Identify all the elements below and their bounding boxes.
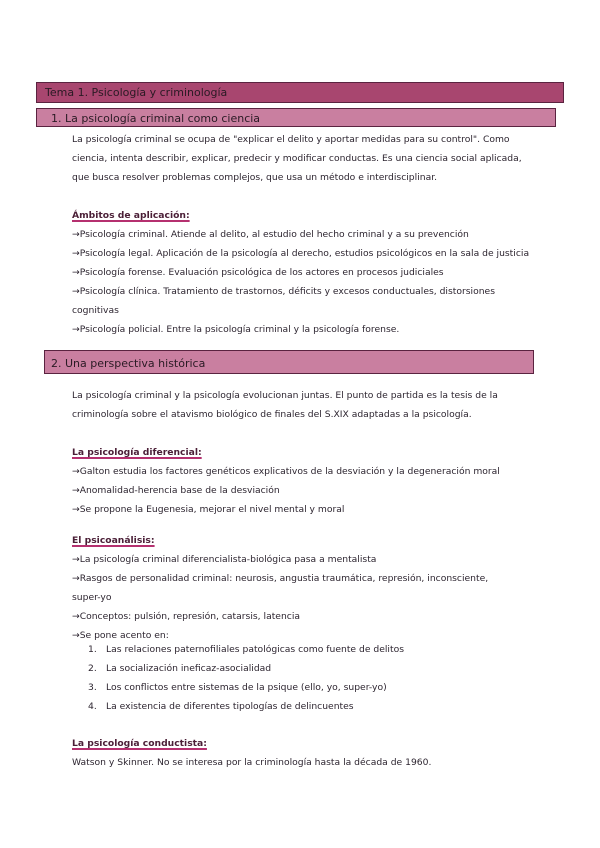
ambitos-list — [72, 225, 552, 339]
intro-line: criminología sobre el atavismo biológico de finales del S.XIX adaptadas a la psicología. — [72, 409, 472, 420]
title-bar — [36, 82, 564, 103]
diferencial-list — [72, 462, 552, 519]
list-item: →Galton estudia los factores genéticos explicativos de la desviación y la degeneración moral — [72, 466, 500, 477]
list-item: →Psicología clínica. Tratamiento de trastornos, déficits y excesos conductuales, distorsiones — [72, 286, 495, 297]
psicoanalisis-heading: El psicoanálisis: — [72, 535, 155, 546]
list-item: →Se propone la Eugenesia, mejorar el nivel mental y moral — [72, 504, 345, 515]
psicoanalisis-list — [72, 550, 552, 645]
conductista-heading: La psicología conductista: — [72, 738, 207, 749]
intro-line: que busca resolver problemas complejos, que usa un método e interdisciplinar. — [72, 172, 438, 183]
list-item: →Anomalidad-herencia base de la desviación — [72, 485, 280, 496]
section-1-bar — [36, 108, 556, 127]
intro-line: La psicología criminal se ocupa de "explicar el delito y aportar medidas para su control". Como — [72, 134, 510, 145]
list-item: →Psicología legal. Aplicación de la psicología al derecho, estudios psicológicos en la sala de justicia — [72, 248, 530, 259]
ambitos-block — [72, 206, 552, 339]
psicoanalisis-block — [72, 531, 552, 645]
list-item: cognitivas — [72, 305, 119, 316]
diferencial-block — [72, 443, 552, 519]
intro-line: ciencia, intenta describir, explicar, predecir y modificar conductas. Es una ciencia social aplicada, — [72, 153, 522, 164]
list-item: →La psicología criminal diferencialista-biológica pasa a mentalista — [72, 554, 377, 565]
list-item: 2. La socialización ineficaz-asocialidad — [88, 663, 272, 674]
list-item: 1. Las relaciones paternofiliales patológicas como fuente de delitos — [88, 644, 404, 655]
list-item: →Psicología policial. Entre la psicología criminal y la psicología forense. — [72, 324, 400, 335]
list-item: super-yo — [72, 592, 112, 603]
conductista-text: Watson y Skinner. No se interesa por la criminología hasta la década de 1960. — [72, 757, 432, 768]
page-title: Tema 1. Psicología y criminología — [45, 86, 228, 99]
section-1-intro — [72, 130, 552, 187]
section-1-heading: 1. La psicología criminal como ciencia — [51, 112, 261, 125]
intro-line: La psicología criminal y la psicología evolucionan juntas. El punto de partida es la tesis de la — [72, 390, 498, 401]
section-2-bar — [44, 350, 534, 374]
acento-block — [88, 640, 568, 716]
section-2-heading: 2. Una perspectiva histórica — [51, 357, 206, 370]
list-item: →Psicología forense. Evaluación psicológica de los actores en procesos judiciales — [72, 267, 444, 278]
diferencial-heading: La psicología diferencial: — [72, 447, 202, 458]
ambitos-heading: Ámbitos de aplicación: — [72, 210, 190, 221]
list-item: →Rasgos de personalidad criminal: neurosis, angustia traumática, represión, inconsciente, — [72, 573, 489, 584]
list-item: 3. Los conflictos entre sistemas de la psique (ello, yo, super-yo) — [88, 682, 387, 693]
list-item: →Psicología criminal. Atiende al delito, al estudio del hecho criminal y a su prevención — [72, 229, 469, 240]
acento-list — [88, 640, 568, 716]
section-2-intro — [72, 386, 552, 424]
list-item: 4. La existencia de diferentes tipologías de delincuentes — [88, 701, 354, 712]
conductista-block — [72, 734, 552, 772]
list-item: →Conceptos: pulsión, represión, catarsis, latencia — [72, 611, 301, 622]
list-item: →Se pone acento en: — [72, 630, 169, 641]
